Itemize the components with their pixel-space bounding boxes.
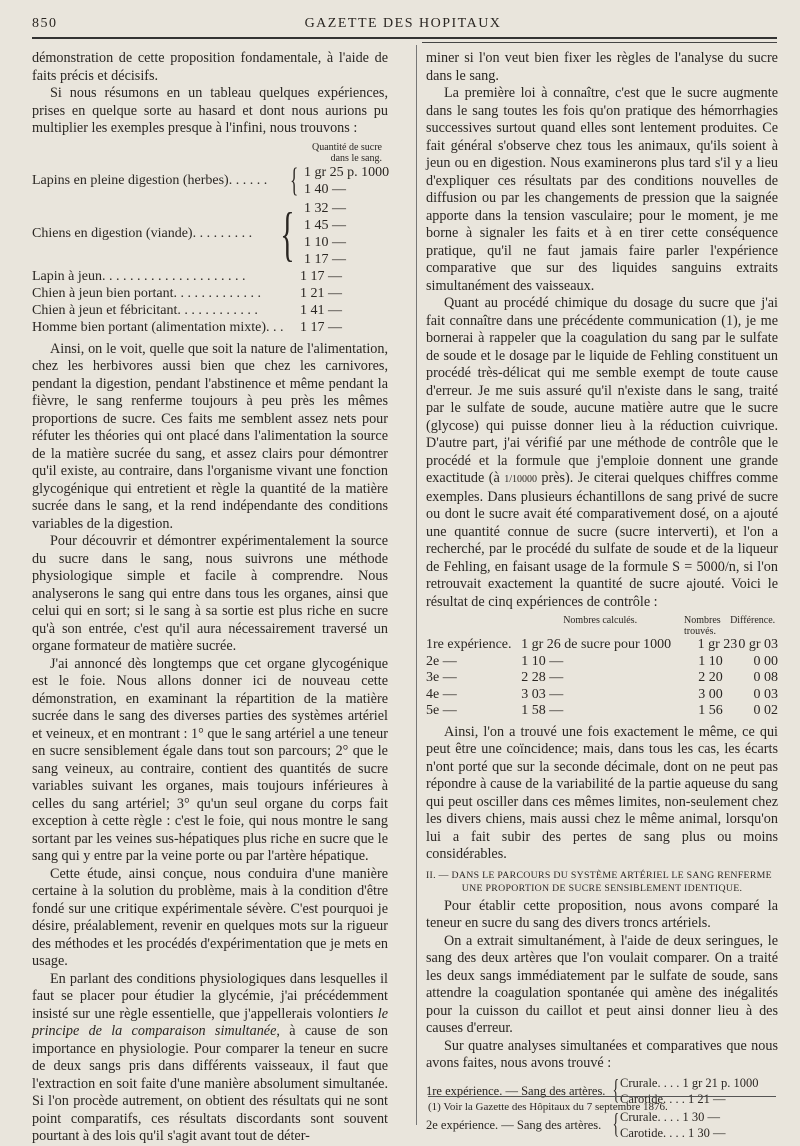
paragraph: J'ai annoncé dès longtemps que cet organe glycogénique est le foie. Nous allons donner ici de nouveau cette démonstration, en examinant la répartition de la matière sucrée dans le sang des diverses parties des systèmes artériel et veineux, et en montrant : 1° que le sang artériel a une teneur en sucre sensiblement égale dans tout son parcours; 2° que le sang veineux, au contraire, contient des quantités de sucre variables suivant les organes, mais toujours inférieures à celles du sang artériel; 3° qu'un seul organe du corps fait exception à cette règle : c'est le foie, qui nous montre le sang sortant par les veines sus-hépatiques plus riche en sucre que le sang qui y entre par la veine porte ou par l'artère hépatique.: [32, 655, 388, 864]
row-value: 1 40 —: [304, 181, 346, 197]
row-label: Chiens en digestion (viande). . . . . . . . .: [32, 225, 253, 241]
row-value: 1 10 —: [304, 234, 346, 250]
paragraph: démonstration de cette proposition fondamentale, à l'aide de faits précis et décisifs.: [32, 50, 388, 84]
table-row: 2e — 1 10 — 1 10 0 00: [426, 653, 778, 669]
analysis-row: 1re expérience. — Sang des artères. { Crurale. . . . 1 gr 21 p. 1000 Carotide. . . . 1 21 —: [426, 1074, 759, 1106]
table-row: 1re expérience. 1 gr 26 de sucre pour 1000 1 gr 23 0 gr 03: [426, 637, 778, 652]
paragraph: On a extrait simultanément, à l'aide de deux seringues, le sang des deux artères que l'on voulait comparer. On a traité les deux sangs immédiatement par le sulfate de soude, sans attendre la coagulation spontanée qui amène des inégalités pour la cuisson du caillot et peut ainsi donner lieu à des causes d'erreur.: [426, 932, 778, 1036]
section-heading: II. — DANS LE PARCOURS DU SYSTÈME ARTÉRIEL LE SANG RENFERME UNE PROPORTION DE SUCRE SENSIBLEMENT IDENTIQUE.: [426, 869, 772, 894]
row-value: 1 17 —: [304, 251, 346, 267]
table-row: 5e — 1 58 — 1 56 0 02: [426, 703, 778, 718]
row-label: Lapins en pleine digestion (herbes). . . . . .: [32, 172, 268, 188]
header-rule-secondary: [422, 42, 777, 43]
journal-title: GAZETTE DES HOPITAUX: [304, 16, 502, 31]
table-group-lapins: Lapins en pleine digestion (herbes). . . . . . { 1 gr 25 p. 1000 1 40 —: [32, 161, 390, 199]
right-column: [426, 50, 778, 1141]
paragraph: La première loi à connaître, c'est que le sucre augmente dans le sang toutes les fois qu'on pratique des hémorrhagies successives surtout quand elles sont lentement produites. Ce fait général s'observe chez tous les animaux, qu'ils soient à jeun ou en digestion. Nous examinerons plus tard s'il y a lieu d'expliquer ces résultats par des conditions nouvelles de diffusion ou par les changements de pression que la saignée apporte dans la tension vasculaire; pour le moment, je me borne à signaler les faits et à en tirer cette conséquence pratique, qu'il ne faut jamais faire parler l'expérience comparative que sur des liquides sanguins extraits simultanément des vaisseaux.: [426, 85, 778, 294]
left-column: [32, 50, 388, 1146]
table-row: 4e — 3 03 — 3 00 0 03: [426, 686, 778, 702]
table-row: Homme bien portant (alimentation mixte). . . 1 17 —: [32, 319, 342, 335]
paragraph: Ainsi, on le voit, quelle que soit la nature de l'alimentation, chez les herbivores aussi bien que chez les carnivores, pendant la digestion, pendant l'abstinence et même pendant la fièvre, le sang renferme toujours à peu près les mêmes proportions de sucre. Ces faits me semblent assez nets pour réfuter les théories qui ont placé dans l'alimentation la source de la matière sucrée du sang, et assez clairs pour démontrer qu'il existe, au contraire, dans l'organisme vivant une fonction glycogénique qui entretient et règle la quantité de la matière sucrée dans le sang, et la rend indépendante des conditions variables de la digestion.: [32, 340, 388, 532]
table-row: Lapin à jeun. . . . . . . . . . . . . . . . . . . . . 1 17 —: [32, 268, 342, 284]
paragraph: Quant au procédé chimique du dosage du sucre que j'ai fait connaître dans une précédente communication (1), je me bornerai à rappeler que la coagulation du sang par le sulfate de soude et le dosage par le liquide de Fehling constituent un procédé très-délicat qui me semble exempt de toute cause d'erreur. Je me suis assuré qu'il n'existe dans le sang, traité par le sulfate de soude, aucune matière autre que le sucre (glycose) qui puisse donner lieu à la réduction cuivrique. D'autre part, j'ai vérifié par une méthode de contrôle que le procédé et la formule que j'emploie donnent une grande exactitude (à 1/10000 près). Je citerai quelques chiffres comme exemples. Dans plusieurs échantillons de sang privé de sucre ou dont le sucre avait été comparativement dosé, on a ajouté une quantité connue de sucre (sucre interverti), et l'on a recherché, par le procédé du sulfate de soude et de la liqueur de Fehling, en faisant usage de la formule S = 5000/n, si l'on retrouvait exactement la quantité de sucre ajouté. Voici le résultat de cinq expériences de contrôle :: [426, 295, 778, 610]
paragraph: Pour établir cette proposition, nous avons comparé la teneur en sucre du sang des divers troncs artériels.: [426, 897, 778, 931]
paragraph: Cette étude, ainsi conçue, nous conduira d'une manière certaine à la solution du problème, mais à la condition d'être fondé sur une critique expérimentale sévère. C'est pourquoi je désire, préalablement, revenir en quelques mots sur la rigueur des méthodes et les procédés d'expérimentation que je mets en usage.: [32, 865, 388, 969]
table-header: Quantité de sucre dans le sang.: [312, 141, 382, 164]
paragraph: Si nous résumons en un tableau quelques expériences, prises en quelque sorte au hasard et dont nous aurions pu multiplier les exemples presque à l'infini, nous trouvons :: [32, 85, 388, 136]
row-value: 1 45 —: [304, 217, 346, 233]
paragraph: En parlant des conditions physiologiques dans lesquelles il faut se placer pour étudier la glycémie, j'ai précédemment insisté sur une règle essentielle, que j'appellerais volontiers le principe de la comparaison simultanée, à cause de son importance en physiologie. Pour comparer la teneur en sucre de deux sangs pris dans différents vaisseaux, il faut que l'extraction en soit faite d'une manière absolument simultanée. Si l'on procède autrement, on obtient des résultats qui ne sont point comparatifs, ces résultats discordants sont souvent pourtant à des lois qu'il s'agit avant tout de déter-: [32, 970, 388, 1144]
table-row: Chien à jeun et fébricitant. . . . . . . . . . . . 1 41 —: [32, 302, 342, 318]
paragraph: Ainsi, l'on a trouvé une fois exactement le même, ce qui peut être une coïncidence; mais, dans tous les cas, les écarts n'ont porté que sur la seconde décimale, dont on ne peut pas répondre à cause de la variabilité de la partie aqueuse du sang qui peut osciller dans ces mêmes limites, non-seulement chez les divers chiens, mais aussi chez le même animal, lorsqu'on lui a fait subir des pertes de sang plus ou moins considérables.: [426, 723, 778, 862]
control-table-header: Nombres calculés. Nombres trouvés. Différence.: [563, 615, 776, 637]
table-row: Chien à jeun bien portant. . . . . . . . . . . . . 1 21 —: [32, 285, 342, 301]
table-row: 3e — 2 28 — 2 20 0 08: [426, 670, 778, 685]
footnote: (1) Voir la Gazette des Hôpitaux du 7 septembre 1876.: [428, 1096, 776, 1113]
paragraph: Pour découvrir et démontrer expérimentalement la source du sucre dans le sang, nous suivrons une méthode physiologique simple et facile à comprendre. Nous analyserons le sang qui entre dans tous les organes, ainsi que celui qui en sort; si le sang à sa sortie est plus riche en sucre qu'à son entrée, c'est qu'il aura nécessairement traversé un organe formateur de matière sucrée.: [32, 533, 388, 654]
header-rule: [32, 37, 777, 39]
table-group-chiens: Chiens en digestion (viande). . . . . . . . . { 1 32 — 1 45 — 1 10 — 1 17 —: [32, 200, 388, 268]
running-header: [32, 12, 774, 34]
paragraph: Sur quatre analyses simultanées et comparatives que nous avons faites, nous avons trouvé :: [426, 1037, 778, 1071]
row-value: 1 32 —: [304, 200, 346, 216]
analysis-row: 2e expérience. — Sang des artères. { Crurale. . . . 1 30 — Carotide. . . . 1 30 —: [426, 1108, 726, 1140]
column-divider: [416, 45, 417, 1125]
page-number: 850: [32, 16, 58, 31]
paragraph: miner si l'on veut bien fixer les règles de l'analyse du sucre dans le sang.: [426, 50, 778, 84]
row-value: 1 gr 25 p. 1000: [304, 164, 390, 180]
